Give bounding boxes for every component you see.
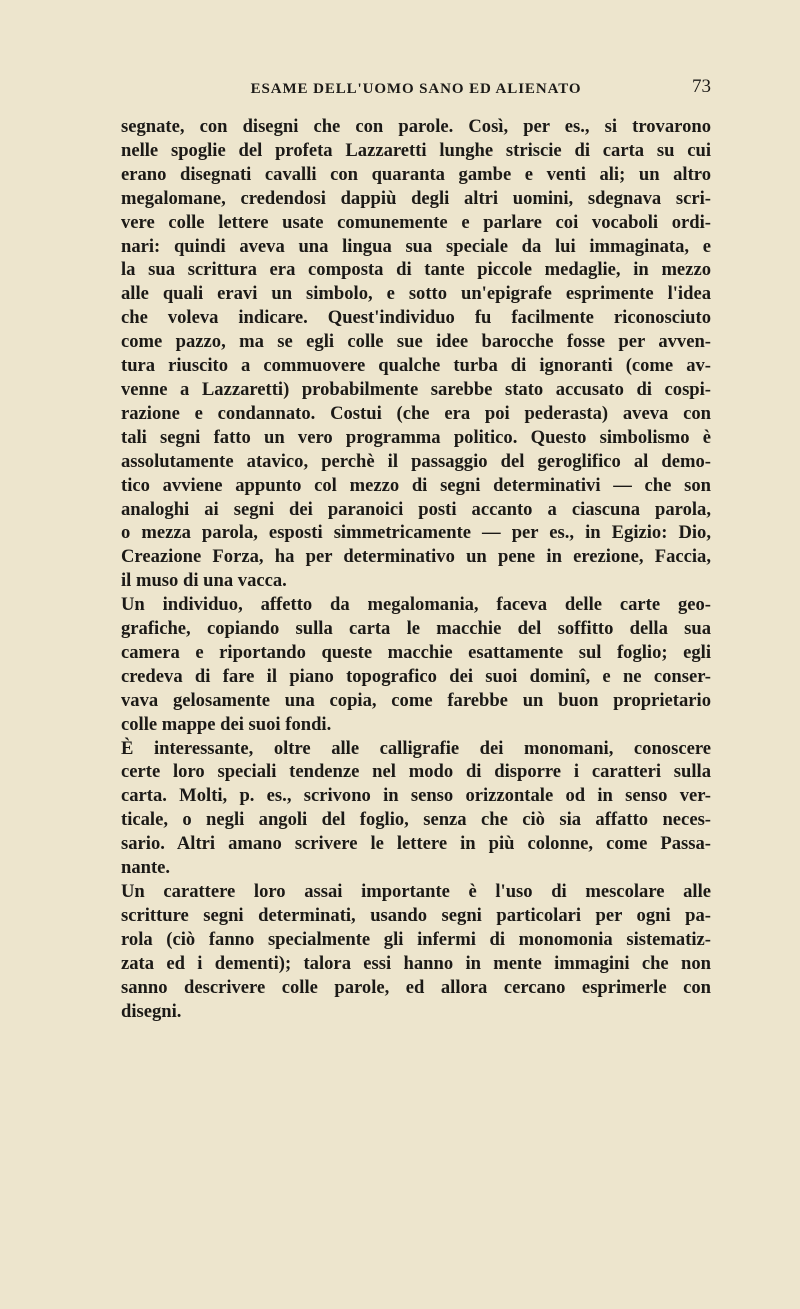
text-line: vere colle lettere usate comunemente e parlare coi vocaboli ordi- bbox=[121, 211, 711, 233]
text-line: nante. bbox=[121, 857, 171, 879]
text-line: venne a Lazzaretti) probabilmente sarebbe stato accusato di cospi- bbox=[121, 378, 711, 400]
text-line: megalomane, credendosi dappiù degli altri uomini, sdegnava scri- bbox=[121, 187, 711, 209]
page-number: 73 bbox=[692, 76, 711, 97]
text-line: Un carattere loro assai importante è l'uso di mescolare alle bbox=[121, 881, 711, 902]
text-line: la sua scrittura era composta di tante piccole medaglie, in mezzo bbox=[121, 259, 711, 281]
text-line: assolutamente atavico, perchè il passaggio del geroglifico al demo- bbox=[121, 450, 711, 472]
text-line: tali segni fatto un vero programma politico. Questo simbolismo è bbox=[121, 426, 711, 448]
text-line: o mezza parola, esposti simmetricamente — per es., in Egizio: Dio, bbox=[121, 522, 711, 544]
text-line: tura riuscito a commuovere qualche turba di ignoranti (come av- bbox=[121, 355, 711, 377]
text-line: sario. Altri amano scrivere le lettere in più colonne, come Passa- bbox=[121, 833, 711, 855]
text-line: analoghi ai segni dei paranoici posti accanto a ciascuna parola, bbox=[121, 498, 711, 520]
text-line: rola (ciò fanno specialmente gli infermi di monomonia sistematiz- bbox=[121, 928, 711, 950]
text-line: che voleva indicare. Quest'individuo fu facilmente riconosciuto bbox=[121, 307, 711, 329]
text-line: Creazione Forza, ha per determinativo un pene in erezione, Faccia, bbox=[121, 546, 711, 568]
text-line: sanno descrivere colle parole, ed allora cercano esprimerle con bbox=[121, 976, 711, 998]
text-line: disegni. bbox=[121, 1000, 182, 1022]
text-line: È interessante, oltre alle calligrafie dei monomani, conoscere bbox=[121, 737, 711, 759]
paragraph-4 bbox=[121, 880, 711, 1023]
text-line: nari: quindi aveva una lingua sua speciale da lui immaginata, e bbox=[121, 235, 711, 257]
text-line: segnate, con disegni che con parole. Così, per es., si trovarono bbox=[121, 116, 711, 137]
text-line: colle mappe dei suoi fondi. bbox=[121, 713, 332, 735]
running-head bbox=[121, 78, 711, 102]
text-line: alle quali eravi un simbolo, e sotto un'epigrafe esprimente l'idea bbox=[121, 283, 711, 305]
running-title: ESAME DELL'UOMO SANO ED ALIENATO bbox=[250, 81, 582, 97]
text-line: carta. Molti, p. es., scrivono in senso orizzontale od in senso ver- bbox=[121, 785, 711, 807]
text-line: scritture segni determinati, usando segni particolari per ogni pa- bbox=[121, 904, 711, 926]
text-line: erano disegnati cavalli con quaranta gambe e venti ali; un altro bbox=[121, 163, 711, 185]
text-line: credeva di fare il piano topografico dei suoi dominî, e ne conser- bbox=[121, 665, 711, 687]
text-line: ticale, o negli angoli del foglio, senza che ciò sia affatto neces- bbox=[121, 809, 711, 831]
text-line: grafiche, copiando sulla carta le macchie del soffitto della sua bbox=[121, 618, 711, 640]
body-text bbox=[121, 115, 711, 1023]
text-line: il muso di una vacca. bbox=[121, 570, 287, 592]
text-line: Un individuo, affetto da megalomania, faceva delle carte geo- bbox=[121, 594, 711, 616]
paragraph-3 bbox=[121, 737, 711, 880]
text-line: camera e riportando queste macchie esattamente sul foglio; egli bbox=[121, 641, 711, 663]
paragraph-1 bbox=[121, 115, 711, 593]
text-line: vava gelosamente una copia, come farebbe un buon proprietario bbox=[121, 689, 711, 711]
text-line: tico avviene appunto col mezzo di segni determinativi — che son bbox=[121, 474, 711, 496]
text-line: razione e condannato. Costui (che era poi pederasta) aveva con bbox=[121, 402, 711, 424]
paragraph-2 bbox=[121, 593, 711, 736]
text-line: come pazzo, ma se egli colle sue idee barocche fosse per avven- bbox=[121, 331, 711, 353]
text-line: certe loro speciali tendenze nel modo di disporre i caratteri sulla bbox=[121, 761, 711, 783]
text-line: nelle spoglie del profeta Lazzaretti lunghe striscie di carta su cui bbox=[121, 139, 711, 161]
text-line: zata ed i dementi); talora essi hanno in mente immagini che non bbox=[121, 952, 711, 974]
